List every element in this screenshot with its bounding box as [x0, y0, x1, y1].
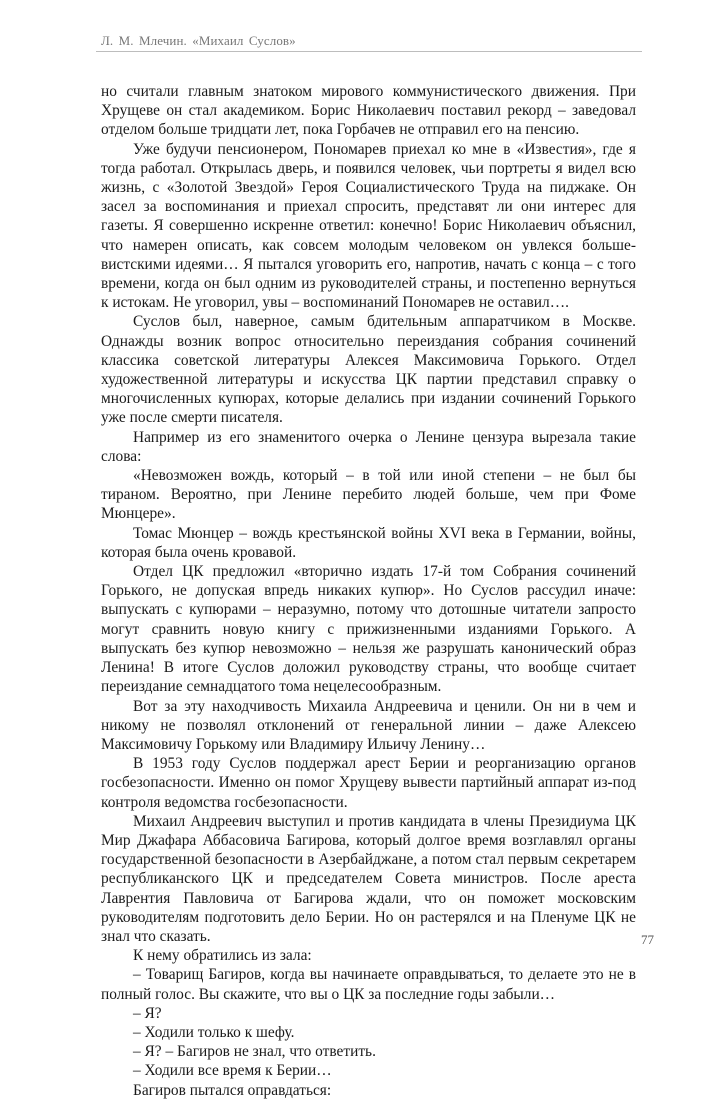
- page-number: 77: [641, 932, 654, 947]
- dialogue-line: – Я? – Багиров не знал, что ответить.: [133, 1043, 376, 1061]
- paragraph: В 1953 году Суслов поддержал арест Берии и реорганизацию органов госбезопасности. Именно он помог Хрущеву вывести партийный аппарат из-под контроля ведомства госбезопасности.: [101, 755, 636, 811]
- header-rule-divider: [96, 51, 642, 52]
- dialogue-line: – Товарищ Багиров, когда вы начинаете оправдываться, то делаете это не в полный голос. Вы скажите, что вы о ЦК за последние годы забыли…: [101, 966, 636, 1003]
- paragraph: К нему обратились из зала:: [133, 947, 312, 965]
- running-header-title: Л. М. Млечин. «Михаил Суслов»: [101, 33, 296, 48]
- paragraph: Уже будучи пенсионером, Пономарев приехал ко мне в «Известия», где я тогда работал. Открылась дверь, и появился человек, чьи портреты я видел всю жизнь, с «Золотой Звездой» Героя Социалистического Труда на пиджаке. Он засел за воспоминания и приехал спросить, представят ли они интерес для газеты. Я совершенно искренне ответил: конечно! Борис Николаевич объяснил, что намерен описать, как совсем молодым человеком он увлекся большевистскими идеями… Я пытался уговорить его, напротив, начать с конца – с того времени, когда он был одним из руководителей страны, и постепенно вернуться к истокам. Не уговорил, увы – воспоминаний Пономарев не оставил….: [101, 140, 636, 312]
- paragraph: Суслов был, наверное, самым бдительным аппаратчиком в Москве. Однажды возник вопрос относительно переиздания собрания сочинений классика советской литературы Алексея Максимовича Горького. Отдел художественной литературы и искусства ЦК партии представил справку о многочисленных купюрах, которые делались при издании сочинений Горького уже после смерти писателя.: [101, 313, 636, 427]
- paragraph: Отдел ЦК предложил «вторично издать 17-й том Собрания сочинений Горького, не допуская впредь никаких купюр». Но Суслов рассудил иначе: выпускать с купюрами – неразумно, потому что дотошные читатели запросто могут сравнить новую книгу с прижизненными изданиями Горького. А выпускать без купюр невозможно – нельзя же разрушать канонический образ Ленина! В итоге Суслов доложил руководству страны, что вообще считает переиздание семнадцатого тома нецелесообразным.: [101, 563, 636, 696]
- paragraph: Михаил Андреевич выступил и против кандидата в члены Президиума ЦК Мир Джафара Аббасовича Багирова, который долгое время возглавлял органы государственной безопасности в Азербайджане, а потом стал первым секретарем республиканского ЦК и председателем Совета министров. После ареста Лаврентия Павловича от Багирова ждали, что он поможет московским руководителям подготовить дело Берии. Но он растерялся и на Пленуме ЦК не знал что сказать.: [101, 812, 636, 945]
- dialogue-line: – Я?: [133, 1004, 162, 1022]
- dialogue-line: – Ходили все время к Берии…: [133, 1062, 332, 1080]
- dialogue-line: – Ходили только к шефу.: [133, 1023, 295, 1041]
- paragraph: Томас Мюнцер – вождь крестьянской войны XVI века в Германии, войны, которая была очень кровавой.: [101, 524, 636, 561]
- paragraph: но считали главным знатоком мирового коммунистического движения. При Хрущеве он стал академиком. Борис Николаевич поставил рекорд – заведовал отделом больше тридцати лет, пока Горбачев не отправил его на пенсию.: [101, 83, 636, 139]
- paragraph: Вот за эту находчивость Михаила Андреевича и ценили. Он ни в чем и никому не позволял отклонений от генеральной линии – даже Алексею Максимовичу Горькому или Владимиру Ильичу Ленину…: [101, 697, 636, 753]
- paragraph: Например из его знаменитого очерка о Ленине цензура вырезала такие слова:: [101, 428, 636, 465]
- quote-paragraph: «Невозможен вождь, который – в той или иной степени – не был бы тираном. Вероятно, при Ленине перебито людей больше, чем при Фоме Мюнцере».: [101, 467, 636, 523]
- body-text: [101, 82, 636, 1100]
- paragraph: Багиров пытался оправдаться:: [133, 1081, 332, 1099]
